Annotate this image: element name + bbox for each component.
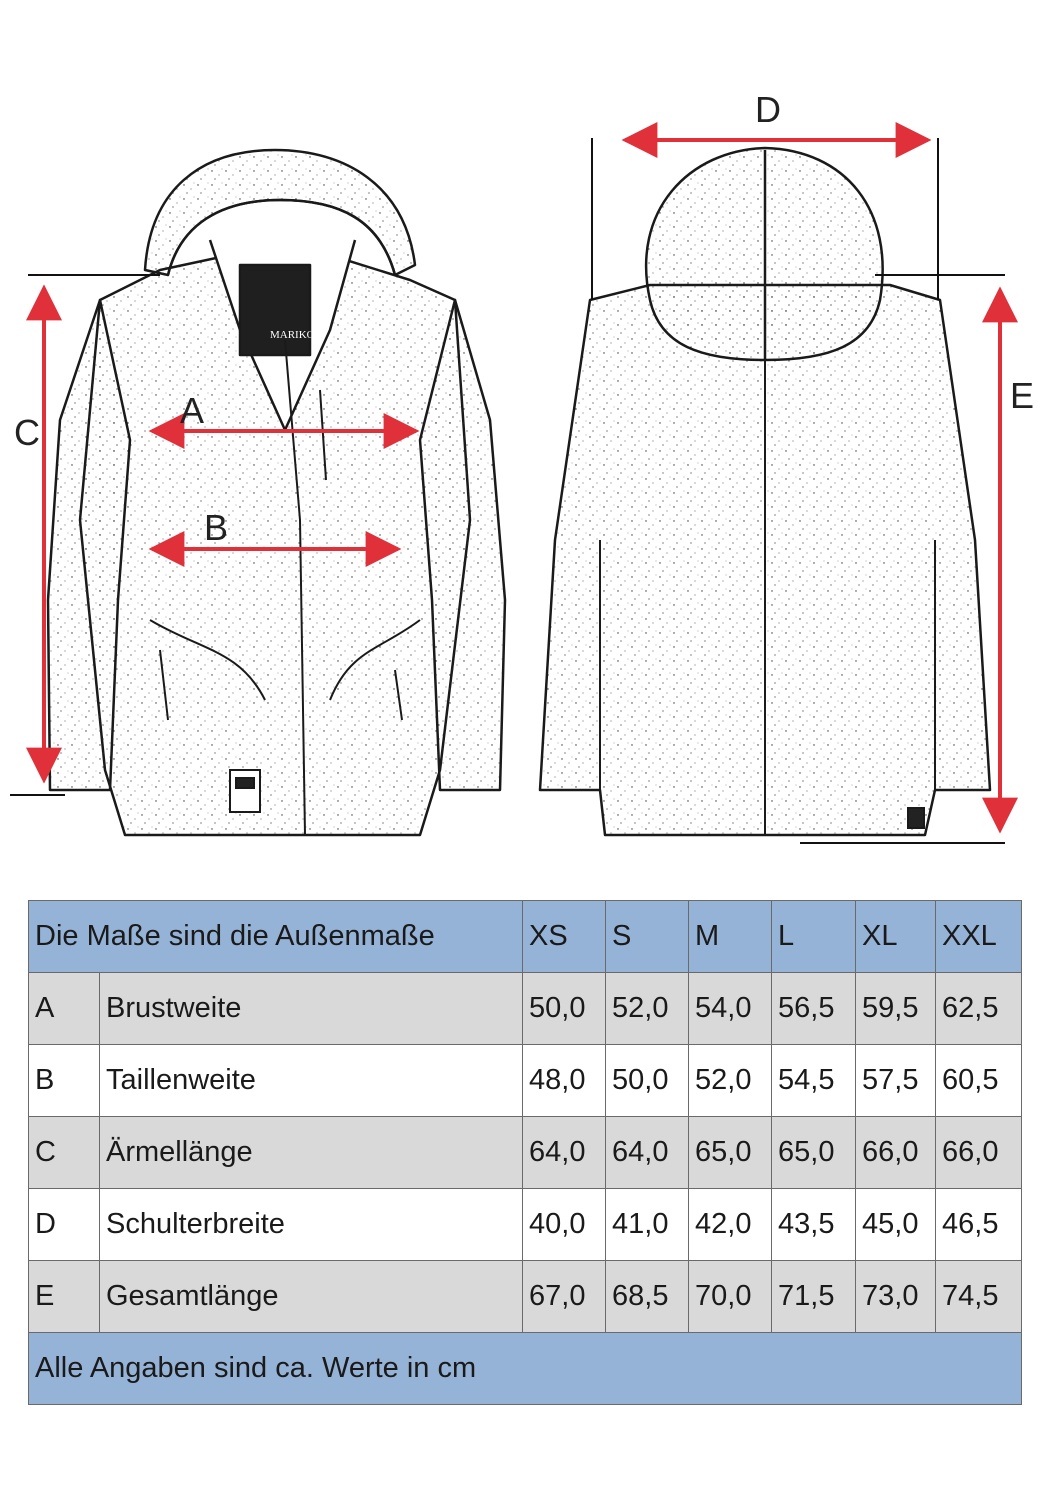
cell-value: 41,0 <box>606 1189 689 1261</box>
table-row <box>29 1261 1022 1333</box>
cell-value: 60,5 <box>936 1045 1022 1117</box>
table-row <box>29 1189 1022 1261</box>
label-b: B <box>204 507 229 548</box>
size-l: L <box>772 901 856 973</box>
cell-value: 54,0 <box>689 973 772 1045</box>
cell-value: 48,0 <box>523 1045 606 1117</box>
row-code: E <box>29 1261 100 1333</box>
cell-value: 46,5 <box>936 1189 1022 1261</box>
table-row <box>29 1117 1022 1189</box>
table-row <box>29 1045 1022 1117</box>
cell-value: 66,0 <box>856 1117 936 1189</box>
size-s: S <box>606 901 689 973</box>
row-code: B <box>29 1045 100 1117</box>
cell-value: 68,5 <box>606 1261 689 1333</box>
cell-value: 65,0 <box>689 1117 772 1189</box>
cell-value: 50,0 <box>523 973 606 1045</box>
label-c: C <box>14 412 40 453</box>
row-name: Gesamtlänge <box>100 1261 523 1333</box>
row-name: Taillenweite <box>100 1045 523 1117</box>
cell-value: 66,0 <box>936 1117 1022 1189</box>
front-logo-text: MARIKOO <box>270 329 323 341</box>
size-xxl: XXL <box>936 901 1022 973</box>
cell-value: 64,0 <box>606 1117 689 1189</box>
size-m: M <box>689 901 772 973</box>
cell-value: 45,0 <box>856 1189 936 1261</box>
table-footer-row <box>29 1333 1022 1405</box>
header-label: Die Maße sind die Außenmaße <box>29 901 523 973</box>
size-xl: XL <box>856 901 936 973</box>
cell-value: 52,0 <box>689 1045 772 1117</box>
cell-value: 40,0 <box>523 1189 606 1261</box>
footer-note: Alle Angaben sind ca. Werte in cm <box>29 1333 1022 1405</box>
cell-value: 59,5 <box>856 973 936 1045</box>
cell-value: 71,5 <box>772 1261 856 1333</box>
table-row <box>29 973 1022 1045</box>
row-name: Schulterbreite <box>100 1189 523 1261</box>
cell-value: 56,5 <box>772 973 856 1045</box>
label-e: E <box>1010 375 1035 416</box>
size-chart-table <box>28 900 1022 1405</box>
row-code: D <box>29 1189 100 1261</box>
row-code: C <box>29 1117 100 1189</box>
cell-value: 50,0 <box>606 1045 689 1117</box>
row-name: Brustweite <box>100 973 523 1045</box>
cell-value: 54,5 <box>772 1045 856 1117</box>
cell-value: 73,0 <box>856 1261 936 1333</box>
row-code: A <box>29 973 100 1045</box>
cell-value: 43,5 <box>772 1189 856 1261</box>
cell-value: 42,0 <box>689 1189 772 1261</box>
cell-value: 70,0 <box>689 1261 772 1333</box>
label-a: A <box>180 390 205 431</box>
jacket-front-drawing <box>48 150 505 835</box>
table-header-row <box>29 901 1022 973</box>
size-xs: XS <box>523 901 606 973</box>
cell-value: 65,0 <box>772 1117 856 1189</box>
cell-value: 62,5 <box>936 973 1022 1045</box>
cell-value: 74,5 <box>936 1261 1022 1333</box>
label-d: D <box>755 89 781 130</box>
cell-value: 64,0 <box>523 1117 606 1189</box>
row-name: Ärmellänge <box>100 1117 523 1189</box>
cell-value: 52,0 <box>606 973 689 1045</box>
cell-value: 57,5 <box>856 1045 936 1117</box>
cell-value: 67,0 <box>523 1261 606 1333</box>
